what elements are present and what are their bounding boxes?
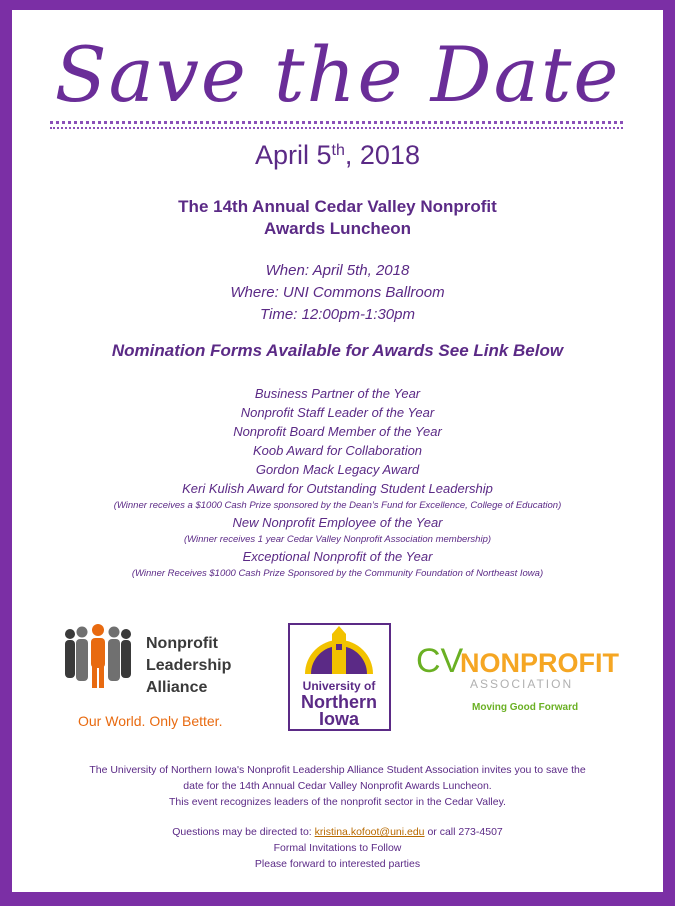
forward-note: Please forward to interested parties [254,858,421,870]
cv-logo-main: NONPROFIT [460,648,619,678]
award-note: (Winner Receives $1000 Cash Prize Sponsored by the Community Foundation of Northeast Iowa) [131,568,544,579]
invitations-note: Formal Invitations to Follow [273,842,402,854]
nla-logo-text: Alliance [146,679,208,696]
award-item: New Nonprofit Employee of the Year [232,515,443,530]
event-name [12,196,663,240]
award-item: Business Partner of the Year [254,386,421,401]
award-item: Exceptional Nonprofit of the Year [242,549,433,564]
event-name-line2: Awards Luncheon [263,219,412,238]
event-when: When: April 5th, 2018 [265,262,410,279]
event-details [12,260,663,326]
email-link[interactable]: kristina.kofoot@uni.edu [314,826,425,838]
event-time: Time: 12:00pm-1:30pm [260,306,415,323]
cv-logo-tagline: Moving Good Forward [472,702,579,713]
nla-logo [60,622,260,732]
save-the-date-title: Save the Date [54,30,621,119]
contact-suffix: or call 273-4507 [427,826,503,838]
title-divider-lower [50,127,623,129]
uni-logo-text: University of [302,679,376,693]
award-item: Gordon Mack Legacy Award [255,462,420,477]
nla-logo-text: Nonprofit [146,635,218,652]
award-note: (Winner receives 1 year Cedar Valley Nonprofit Association membership) [183,534,492,545]
flyer-page [12,10,663,892]
footer-paragraph: This event recognizes leaders of the nonprofit sector in the Cedar Valley. [169,796,506,808]
footer-paragraph: date for the 14th Annual Cedar Valley Nonprofit Awards Luncheon. [183,780,492,792]
contact-line [12,824,663,840]
uni-logo-text: Northern [301,692,377,712]
cv-logo-sub: ASSOCIATION [470,677,574,691]
award-item: Nonprofit Board Member of the Year [233,424,442,439]
awards-list [12,384,663,581]
event-name-line1: The 14th Annual Cedar Valley Nonprofit [178,197,497,216]
nla-tagline: Our World. Only Better. [78,713,223,729]
event-date: April 5th, 2018 [255,140,420,170]
people-icon [65,624,131,688]
nomination-heading: Nomination Forms Available for Awards See Link Below [111,341,564,360]
cv-logo-prefix: CV [416,642,464,680]
uni-logo-text: Iowa [318,709,360,729]
footer-paragraph: The University of Northern Iowa's Nonprofit Leadership Alliance Student Association invites you to save the [89,764,586,776]
uni-logo [287,622,392,732]
footer-text [12,762,663,872]
contact-prefix: Questions may be directed to: [172,826,312,838]
nla-logo-text: Leadership [146,657,232,674]
award-item: Keri Kulish Award for Outstanding Student Leadership [182,481,493,496]
award-item: Koob Award for Collaboration [252,443,423,458]
title-divider [50,121,623,124]
cv-nonprofit-logo [414,638,629,718]
event-where: Where: UNI Commons Ballroom [230,284,445,301]
award-item: Nonprofit Staff Leader of the Year [240,405,435,420]
award-note: (Winner receives a $1000 Cash Prize sponsored by the Dean’s Fund for Excellence, College of Education) [113,500,562,511]
